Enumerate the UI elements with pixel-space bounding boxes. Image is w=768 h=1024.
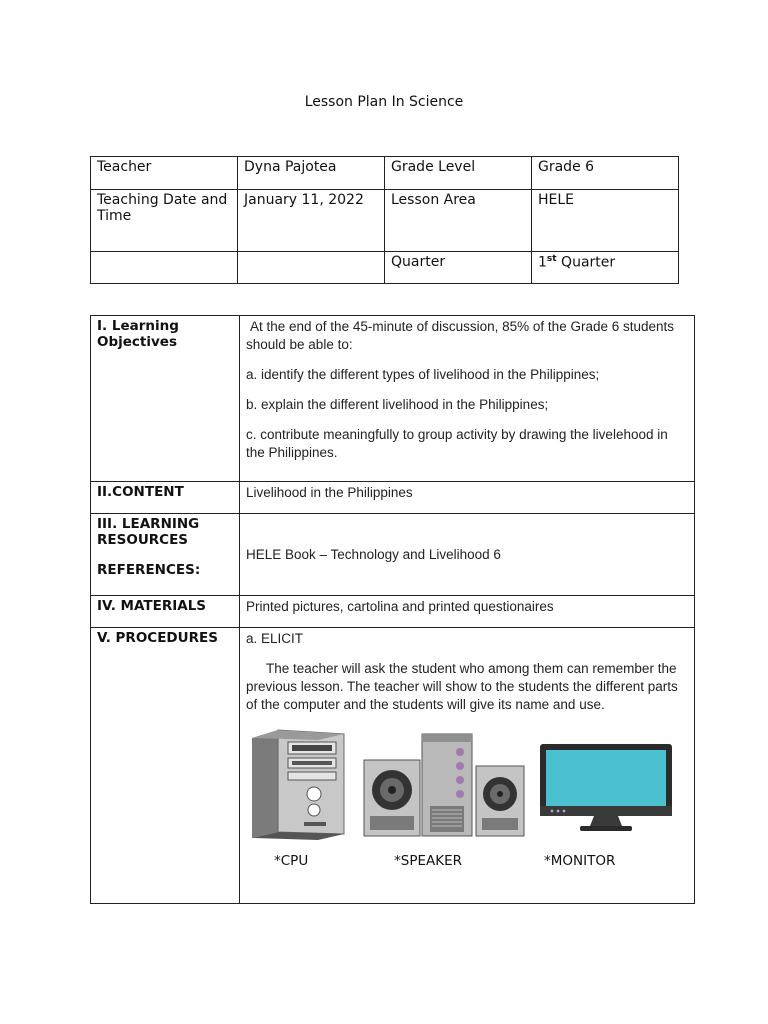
caption-speaker: *SPEAKER (394, 853, 462, 869)
empty-cell (91, 252, 238, 284)
objective-a: a. identify the different types of livelihood in the Philippines; (246, 367, 600, 382)
resources-label: III. LEARNING RESOURCES (97, 516, 200, 548)
teaching-date-label: Teaching Date and Time (91, 190, 238, 252)
procedures-label: V. PROCEDURES (91, 628, 240, 904)
materials-label: IV. MATERIALS (91, 596, 240, 628)
objectives-body (240, 316, 695, 482)
page-title: Lesson Plan In Science (304, 94, 464, 110)
resources-value: HELE Book – Technology and Livelihood 6 (240, 514, 695, 596)
lesson-area-value: HELE (532, 190, 679, 252)
quarter-suffix: st (546, 254, 557, 264)
teaching-date-value: January 11, 2022 (238, 190, 385, 252)
teacher-value: Dyna Pajotea (238, 157, 385, 190)
lesson-plan-table (90, 315, 695, 904)
objectives-label: I. Learning Objectives (91, 316, 240, 482)
resources-cell (91, 514, 240, 596)
computer-parts-images (246, 728, 688, 846)
empty-cell (238, 252, 385, 284)
speaker-icon (360, 728, 532, 840)
content-label: II.CONTENT (91, 482, 240, 514)
image-captions (246, 846, 688, 870)
cpu-icon (248, 728, 348, 840)
monitor-icon (536, 728, 676, 840)
quarter-word: Quarter (561, 254, 616, 271)
objective-b: b. explain the different livelihood in the Philippines; (246, 397, 549, 412)
caption-cpu: *CPU (274, 853, 309, 869)
info-table (90, 156, 679, 284)
quarter-label: Quarter (385, 252, 532, 284)
objectives-intro: At the end of the 45-minute of discussion, 85% of the Grade 6 students should be able to: (246, 319, 675, 352)
quarter-number: 1 (538, 254, 547, 271)
grade-level-label: Grade Level (385, 157, 532, 190)
content-value: Livelihood in the Philippines (240, 482, 695, 514)
caption-monitor: *MONITOR (544, 853, 616, 869)
references-label: REFERENCES: (97, 562, 201, 578)
teacher-label: Teacher (91, 157, 238, 190)
procedures-body (240, 628, 695, 904)
grade-level-value: Grade 6 (532, 157, 679, 190)
materials-value: Printed pictures, cartolina and printed questionaires (240, 596, 695, 628)
lesson-area-label: Lesson Area (385, 190, 532, 252)
elicit-text: The teacher will ask the student who among them can remember the previous lesson. The teacher will show to the students the different parts of the computer and the students will give its name and use. (246, 661, 678, 712)
elicit-label: a. ELICIT (246, 631, 304, 646)
quarter-value (532, 252, 679, 284)
objective-c: c. contribute meaningfully to group activity by drawing the livelehood in the Philippines. (246, 427, 668, 460)
